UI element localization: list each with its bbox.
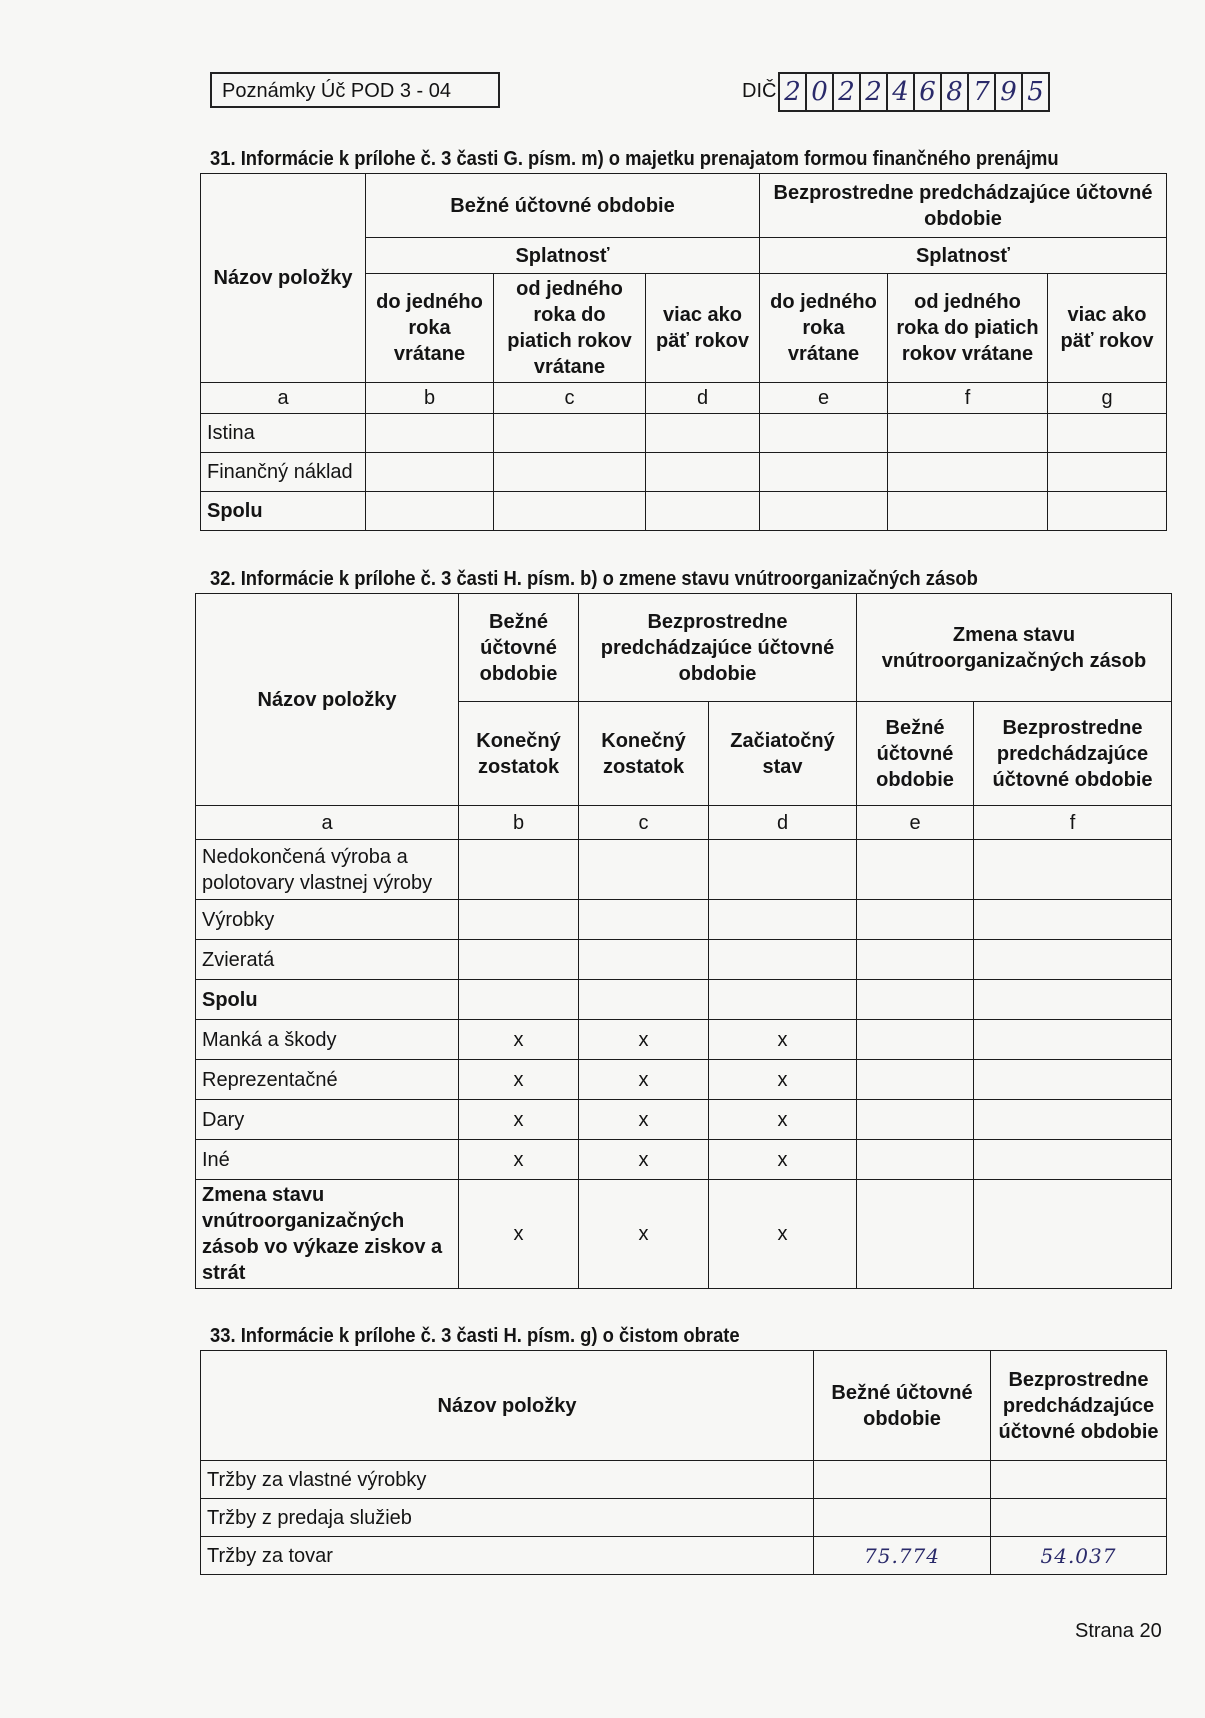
table-row <box>201 414 1167 453</box>
value-cell[interactable] <box>888 453 1048 492</box>
dic-digit-box[interactable]: 7 <box>969 74 996 110</box>
row-label: Finančný náklad <box>201 453 366 492</box>
s31-letter: g <box>1048 383 1167 414</box>
value-cell[interactable] <box>888 414 1048 453</box>
row-label: Tržby za tovar <box>201 1537 814 1575</box>
value-cell[interactable] <box>857 940 974 980</box>
dic-digit-box[interactable]: 2 <box>834 74 861 110</box>
x-mark: x <box>709 1060 857 1100</box>
value-cell-current[interactable] <box>814 1499 991 1537</box>
s31-letter: d <box>646 383 760 414</box>
s31-letter: a <box>201 383 366 414</box>
dic-digit-box[interactable]: 9 <box>996 74 1023 110</box>
row-label: Tržby za vlastné výrobky <box>201 1461 814 1499</box>
s32-change: Zmena stavu vnútroorganizačných zásob <box>857 594 1172 702</box>
value-cell-current[interactable] <box>814 1461 991 1499</box>
s32-final-balance: Konečný zostatok <box>579 702 709 806</box>
s32-opening-state: Začiatočný stav <box>709 702 857 806</box>
dic-digit-box[interactable]: 0 <box>807 74 834 110</box>
value-cell[interactable] <box>494 414 646 453</box>
dic-digit-box[interactable]: 6 <box>915 74 942 110</box>
value-cell[interactable] <box>974 940 1172 980</box>
value-cell[interactable] <box>459 980 579 1020</box>
value-cell[interactable] <box>459 940 579 980</box>
value-cell[interactable] <box>646 414 760 453</box>
row-label: Zvieratá <box>196 940 459 980</box>
table-row <box>196 1020 1172 1060</box>
x-mark: x <box>459 1060 579 1100</box>
dic-digit-box[interactable]: 2 <box>780 74 807 110</box>
s31-subcol: od jedného roka do piatich rokov vrátane <box>888 274 1048 383</box>
s32-letter: b <box>459 806 579 840</box>
value-cell[interactable] <box>857 1180 974 1289</box>
table-row <box>201 1537 1167 1575</box>
dic-digit-box[interactable]: 5 <box>1023 74 1050 110</box>
s31-current-period: Bežné účtovné obdobie <box>366 174 760 238</box>
dic-boxes <box>778 72 1050 112</box>
table-row <box>196 980 1172 1020</box>
table-row <box>196 1060 1172 1100</box>
value-cell[interactable] <box>857 900 974 940</box>
section-32-title: 32. Informácie k prílohe č. 3 časti H. písm. b) o zmene stavu vnútroorganizačných zásob <box>210 568 978 590</box>
table-row <box>201 1499 1167 1537</box>
table-row <box>196 1140 1172 1180</box>
s31-maturity-previous: Splatnosť <box>760 238 1167 274</box>
value-cell[interactable] <box>974 900 1172 940</box>
value-cell[interactable] <box>494 492 646 531</box>
value-cell[interactable] <box>459 840 579 900</box>
value-cell[interactable] <box>709 840 857 900</box>
value-cell[interactable] <box>366 453 494 492</box>
section-31-table <box>200 173 1167 531</box>
value-cell[interactable] <box>579 840 709 900</box>
s32-col-name: Názov položky <box>196 594 459 806</box>
dic-digit-box[interactable]: 4 <box>888 74 915 110</box>
value-cell[interactable] <box>857 840 974 900</box>
value-cell[interactable] <box>579 980 709 1020</box>
value-cell[interactable] <box>974 1140 1172 1180</box>
table-row <box>201 492 1167 531</box>
s32-final-balance: Konečný zostatok <box>459 702 579 806</box>
value-cell[interactable] <box>974 1060 1172 1100</box>
s31-subcol: viac ako päť rokov <box>1048 274 1167 383</box>
table-row <box>201 1461 1167 1499</box>
s32-letter: c <box>579 806 709 840</box>
x-mark: x <box>709 1140 857 1180</box>
row-label: Iné <box>196 1140 459 1180</box>
s31-letter: f <box>888 383 1048 414</box>
s31-subcol: do jedného roka vrátane <box>366 274 494 383</box>
s32-previous-period: Bezprostredne predchádzajúce účtovné obdobie <box>579 594 857 702</box>
value-cell[interactable] <box>366 414 494 453</box>
x-mark: x <box>459 1180 579 1289</box>
x-mark: x <box>459 1020 579 1060</box>
x-mark: x <box>579 1020 709 1060</box>
section-33-title: 33. Informácie k prílohe č. 3 časti H. písm. g) o čistom obrate <box>210 1325 740 1347</box>
x-mark: x <box>579 1140 709 1180</box>
value-cell[interactable] <box>974 980 1172 1020</box>
s32-letter: e <box>857 806 974 840</box>
value-cell[interactable] <box>760 414 888 453</box>
form-label: Poznámky Úč POD 3 - 04 <box>210 72 500 108</box>
s32-current-period: Bežné účtovné obdobie <box>459 594 579 702</box>
value-cell-previous[interactable]: 54.037 <box>991 1537 1167 1575</box>
row-label: Manká a škody <box>196 1020 459 1060</box>
dic-label: DIČ <box>742 80 777 102</box>
value-cell[interactable] <box>857 1140 974 1180</box>
value-cell[interactable] <box>857 980 974 1020</box>
page-number: Strana 20 <box>1075 1620 1162 1642</box>
s32-change-previous: Bezprostredne predchádzajúce účtovné obdobie <box>974 702 1172 806</box>
row-label: Tržby z predaja služieb <box>201 1499 814 1537</box>
s31-subcol: od jedného roka do piatich rokov vrátane <box>494 274 646 383</box>
value-cell[interactable] <box>974 1020 1172 1060</box>
dic-digit-box[interactable]: 2 <box>861 74 888 110</box>
section-32-table <box>195 593 1172 1289</box>
s33-previous-period: Bezprostredne predchádzajúce účtovné obdobie <box>991 1351 1167 1461</box>
value-cell[interactable] <box>646 492 760 531</box>
value-cell[interactable] <box>579 900 709 940</box>
value-cell[interactable] <box>709 940 857 980</box>
value-cell[interactable] <box>709 900 857 940</box>
x-mark: x <box>579 1060 709 1100</box>
table-row <box>196 900 1172 940</box>
s31-letter: b <box>366 383 494 414</box>
value-cell[interactable] <box>857 1060 974 1100</box>
table-row <box>196 840 1172 900</box>
value-cell[interactable] <box>760 453 888 492</box>
value-cell[interactable] <box>1048 453 1167 492</box>
x-mark: x <box>579 1100 709 1140</box>
row-label: Istina <box>201 414 366 453</box>
s31-previous-period: Bezprostredne predchádzajúce účtovné obdobie <box>760 174 1167 238</box>
value-cell[interactable] <box>459 900 579 940</box>
x-mark: x <box>459 1140 579 1180</box>
row-label: Spolu <box>201 492 366 531</box>
row-label: Reprezentačné <box>196 1060 459 1100</box>
s32-letter: a <box>196 806 459 840</box>
value-cell[interactable] <box>760 492 888 531</box>
value-cell[interactable] <box>1048 492 1167 531</box>
s31-col-name: Názov položky <box>201 174 366 383</box>
value-cell[interactable] <box>974 1100 1172 1140</box>
value-cell[interactable] <box>1048 414 1167 453</box>
table-row <box>201 453 1167 492</box>
value-cell[interactable] <box>857 1020 974 1060</box>
value-cell-current[interactable]: 75.774 <box>814 1537 991 1575</box>
section-33-table <box>200 1350 1167 1575</box>
value-cell[interactable] <box>888 492 1048 531</box>
row-label: Dary <box>196 1100 459 1140</box>
x-mark: x <box>709 1180 857 1289</box>
s31-letter: e <box>760 383 888 414</box>
value-cell[interactable] <box>709 980 857 1020</box>
x-mark: x <box>709 1100 857 1140</box>
row-label: Zmena stavu vnútroorganizačných zásob vo výkaze ziskov a strát <box>196 1180 459 1289</box>
s31-letter: c <box>494 383 646 414</box>
table-row <box>196 1100 1172 1140</box>
value-cell[interactable] <box>366 492 494 531</box>
value-cell[interactable] <box>579 940 709 980</box>
x-mark: x <box>459 1100 579 1140</box>
table-row <box>196 1180 1172 1289</box>
s33-col-name: Názov položky <box>201 1351 814 1461</box>
s32-letter: f <box>974 806 1172 840</box>
x-mark: x <box>709 1020 857 1060</box>
x-mark: x <box>579 1180 709 1289</box>
row-label: Výrobky <box>196 900 459 940</box>
s32-letter: d <box>709 806 857 840</box>
table-row <box>196 940 1172 980</box>
s32-change-current: Bežné účtovné obdobie <box>857 702 974 806</box>
row-label: Nedokončená výroba a polotovary vlastnej výroby <box>196 840 459 900</box>
dic-digit-box[interactable]: 8 <box>942 74 969 110</box>
value-cell[interactable] <box>974 840 1172 900</box>
s31-subcol: viac ako päť rokov <box>646 274 760 383</box>
value-cell-previous[interactable] <box>991 1499 1167 1537</box>
value-cell[interactable] <box>974 1180 1172 1289</box>
value-cell[interactable] <box>646 453 760 492</box>
s31-maturity-current: Splatnosť <box>366 238 760 274</box>
value-cell-previous[interactable] <box>991 1461 1167 1499</box>
value-cell[interactable] <box>494 453 646 492</box>
value-cell[interactable] <box>857 1100 974 1140</box>
row-label: Spolu <box>196 980 459 1020</box>
s33-current-period: Bežné účtovné obdobie <box>814 1351 991 1461</box>
s31-subcol: do jedného roka vrátane <box>760 274 888 383</box>
section-31-title: 31. Informácie k prílohe č. 3 časti G. písm. m) o majetku prenajatom formou finančného prenájmu <box>210 148 1059 170</box>
